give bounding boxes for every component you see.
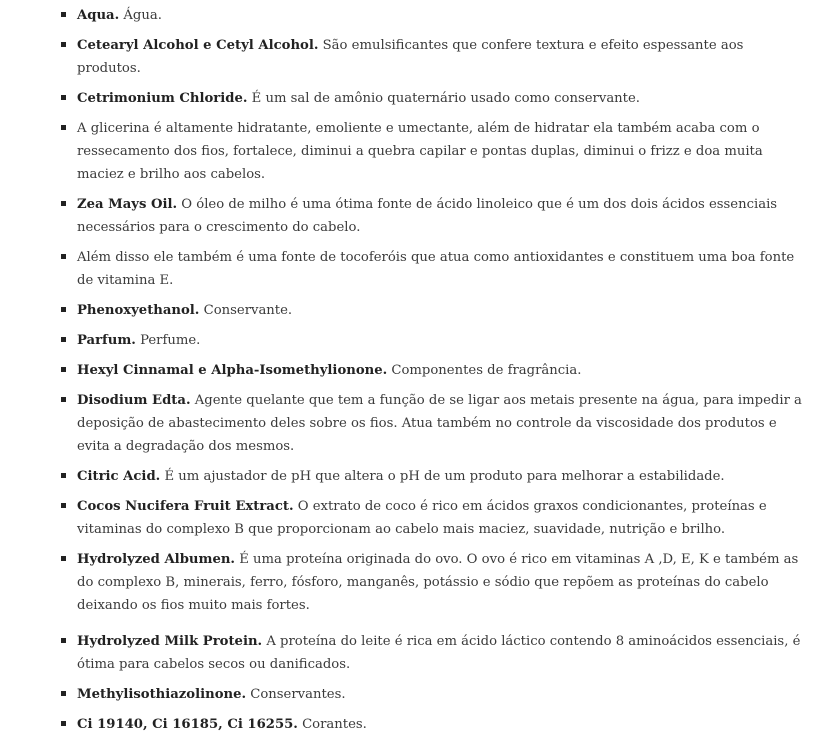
item-description: Componentes de fragrância. <box>387 363 582 378</box>
list-item <box>0 329 813 352</box>
list-item <box>0 4 813 27</box>
list-item <box>0 193 813 239</box>
item-term: Cocos Nucifera Fruit Extract. <box>77 499 294 514</box>
list-item <box>0 299 813 322</box>
bullet-marker <box>61 503 66 508</box>
list-item <box>0 117 813 186</box>
bullet-marker <box>61 42 66 47</box>
item-term: Methylisothiazolinone. <box>77 687 247 702</box>
bullet-marker <box>61 367 66 372</box>
list-item <box>0 548 813 617</box>
bullet-marker <box>61 556 66 561</box>
list-item <box>0 465 813 488</box>
bullet-marker <box>61 337 66 342</box>
bullet-marker <box>61 12 66 17</box>
item-term: Phenoxyethanol. <box>77 303 200 318</box>
bullet-marker <box>61 125 66 130</box>
bullet-marker <box>61 721 66 726</box>
item-term: Parfum. <box>77 333 136 348</box>
list-item <box>0 495 813 541</box>
item-term: Cetrimonium Chloride. <box>77 91 248 106</box>
bullet-marker <box>61 201 66 206</box>
item-description: Perfume. <box>135 333 201 348</box>
list-item <box>0 713 813 736</box>
item-description: Água. <box>119 8 162 23</box>
item-description: A proteína do leite é rica em ácido láctico contendo 8 aminoácidos essenciais, é ótima para cabelos secos ou danificados. <box>77 634 801 672</box>
list-item <box>0 630 813 676</box>
item-term: Cetearyl Alcohol e Cetyl Alcohol. <box>77 38 319 53</box>
list-item <box>0 87 813 110</box>
list-item <box>0 683 813 706</box>
item-description: É uma proteína originada do ovo. O ovo é rico em vitaminas A ,D, E, K e também as do complexo B, minerais, ferro, fósforo, manganês, potássio e sódio que repõem as proteínas do cabelo deixando os fios muito mais fortes. <box>77 552 799 613</box>
item-description: Agente quelante que tem a função de se ligar aos metais presente na água, para impedir a deposição de abastecimento deles sobre os fios. Atua também no controle da viscosidade dos produtos e evita a degradação dos mesmos. <box>77 393 802 454</box>
list-item <box>0 34 813 80</box>
item-description: É um ajustador de pH que altera o pH de um produto para melhorar a estabilidade. <box>160 469 725 484</box>
list-item <box>0 246 813 292</box>
item-description: É um sal de amônio quaternário usado como conservante. <box>247 91 640 106</box>
item-description: Além disso ele também é uma fonte de tocoferóis que atua como antioxidantes e constituem uma boa fonte de vitamina E. <box>77 250 795 288</box>
item-term: Hexyl Cinnamal e Alpha-Isomethylionone. <box>77 363 388 378</box>
bullet-marker <box>61 473 66 478</box>
bullet-marker <box>61 95 66 100</box>
item-description: Conservantes. <box>246 687 346 702</box>
bullet-marker <box>61 397 66 402</box>
item-description: Conservante. <box>199 303 293 318</box>
item-term: Zea Mays Oil. <box>77 197 178 212</box>
list-item <box>0 389 813 458</box>
item-term: Disodium Edta. <box>77 393 191 408</box>
item-term: Ci 19140, Ci 16185, Ci 16255. <box>77 717 298 732</box>
item-description: Corantes. <box>297 717 367 732</box>
item-term: Hydrolyzed Milk Protein. <box>77 634 263 649</box>
bullet-marker <box>61 691 66 696</box>
item-term: Citric Acid. <box>77 469 161 484</box>
bullet-marker <box>61 638 66 643</box>
bullet-marker <box>61 307 66 312</box>
item-term: Hydrolyzed Albumen. <box>77 552 236 567</box>
item-description: O extrato de coco é rico em ácidos graxos condicionantes, proteínas e vitaminas do complexo B que proporcionam ao cabelo mais maciez, suavidade, nutrição e brilho. <box>77 499 767 537</box>
item-description: O óleo de milho é uma ótima fonte de ácido linoleico que é um dos dois ácidos essenciais necessários para o crescimento do cabelo. <box>77 197 778 235</box>
item-description: São emulsificantes que confere textura e efeito espessante aos produtos. <box>77 38 744 76</box>
bullet-marker <box>61 254 66 259</box>
item-description: A glicerina é altamente hidratante, emoliente e umectante, além de hidratar ela também acaba com o ressecamento dos fios, fortalece, diminui a quebra capilar e pontas duplas, diminui o frizz e doa muita maciez e brilho aos cabelos. <box>77 121 763 182</box>
list-item <box>0 359 813 382</box>
item-term: Aqua. <box>77 8 120 23</box>
